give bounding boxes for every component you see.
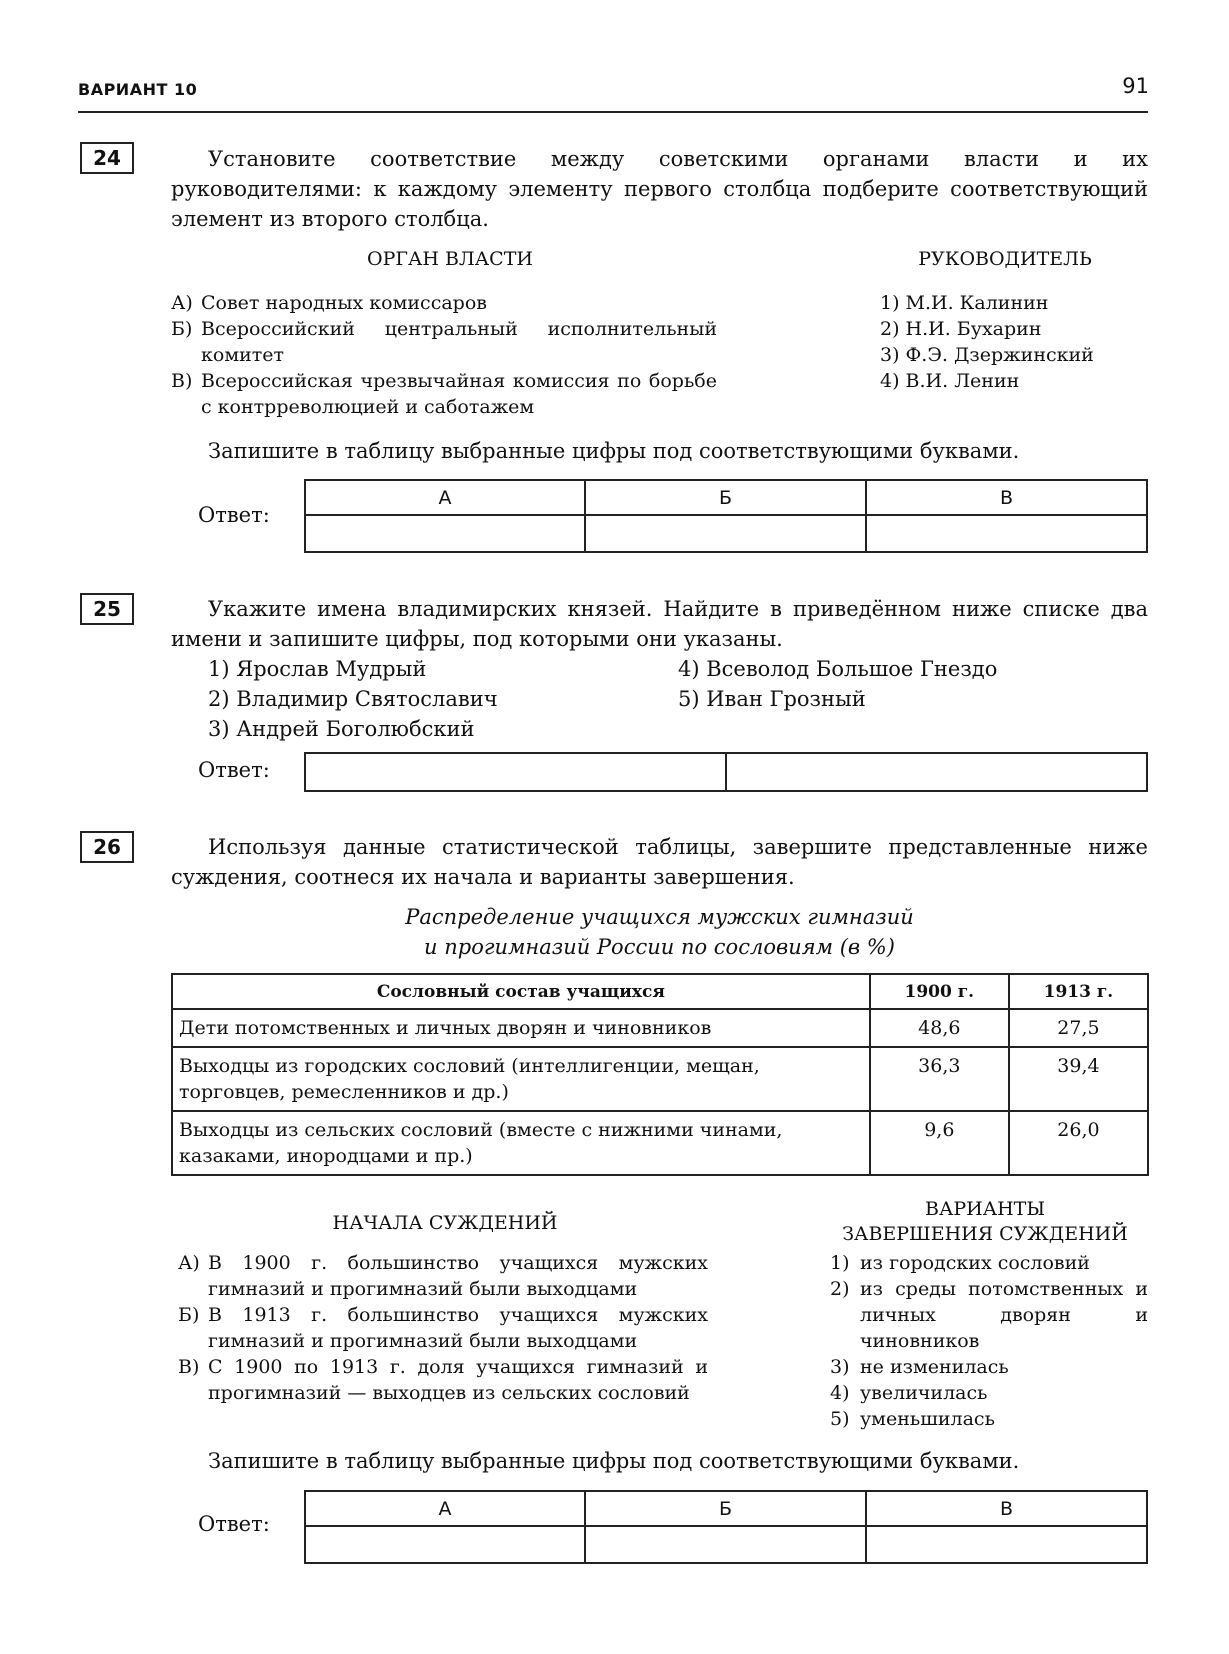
- list-item: 2) Владимир Святославич: [208, 687, 498, 711]
- task-25-number: 25: [80, 593, 134, 625]
- list-item: [830, 1354, 1148, 1380]
- table-cell: 48,6: [870, 1009, 1009, 1047]
- table-cell: Выходцы из городских сословий (интеллигенции, мещан, торговцев, ремесленников и др.): [172, 1047, 870, 1111]
- table-header-row: [172, 974, 1148, 1009]
- item-text: Совет народных комиссаров: [201, 292, 487, 314]
- table-cell: 36,3: [870, 1047, 1009, 1111]
- task-26-right-column-title-line-1: ВАРИАНТЫ: [924, 1198, 1046, 1220]
- list-item: [830, 1406, 1148, 1432]
- task-24-prompt: Установите соответствие между советскими органами власти и их руководителями: к каждому элементу первого столбца подберите соответствующий элемент из второго столбца.: [171, 147, 1148, 231]
- statistics-table: [171, 973, 1149, 1176]
- item-text: С 1900 по 1913 г. доля учащихся гимназий и прогимназий — выходцев из сельских сословий: [208, 1356, 708, 1404]
- list-item: [830, 1276, 1148, 1354]
- list-item: 1) Ярослав Мудрый: [208, 657, 427, 681]
- answer-cell-1[interactable]: [305, 753, 726, 791]
- item-text: Всероссийский центральный исполнительный комитет: [201, 318, 717, 366]
- answer-cell-a[interactable]: [305, 1526, 585, 1563]
- item-text: увеличилась: [860, 1382, 988, 1404]
- column-header: 1913 г.: [1009, 974, 1148, 1009]
- answer-header-a: А: [305, 480, 585, 515]
- list-item: [178, 1354, 708, 1406]
- variant-title: ВАРИАНТ 10: [78, 80, 198, 99]
- task-25-options-right: [678, 654, 1148, 714]
- answer-cell-2[interactable]: [726, 753, 1147, 791]
- item-text: В 1900 г. большинство учащихся мужских гимназий и прогимназий были выходцами: [208, 1252, 708, 1300]
- list-item: 2) Н.И. Бухарин: [880, 318, 1042, 340]
- answer-header-v: В: [866, 480, 1147, 515]
- task-25-answer-table: [304, 752, 1148, 792]
- table-cell: Выходцы из сельских сословий (вместе с нижними чинами, казаками, инородцами и пр.): [172, 1111, 870, 1175]
- answer-header-b: Б: [585, 480, 866, 515]
- task-25-answer-label: Ответ:: [198, 758, 270, 782]
- column-header: Сословный состав учащихся: [172, 974, 870, 1009]
- task-24-instruction: Запишите в таблицу выбранные цифры под соответствующими буквами.: [208, 439, 1020, 463]
- answer-cell-v[interactable]: [866, 1526, 1147, 1563]
- task-24-answer-table: [304, 479, 1148, 553]
- item-text: уменьшилась: [860, 1408, 995, 1430]
- table-cell: Дети потомственных и личных дворян и чиновников: [172, 1009, 870, 1047]
- task-26-beginnings-list: [178, 1250, 708, 1406]
- table-caption-line-1: Распределение учащихся мужских гимназий: [405, 905, 914, 929]
- answer-header-b: Б: [585, 1491, 866, 1526]
- header-divider: [78, 111, 1148, 113]
- task-24-leaders-list: [880, 290, 1150, 394]
- answer-cell-b[interactable]: [585, 515, 866, 552]
- item-marker: А): [178, 1252, 200, 1274]
- list-item: [178, 1250, 708, 1302]
- item-marker: 2): [830, 1278, 850, 1300]
- table-cell: 39,4: [1009, 1047, 1148, 1111]
- item-marker: 4): [830, 1382, 850, 1404]
- task-25-prompt: Укажите имена владимирских князей. Найдите в приведённом ниже списке два имени и запишите цифры, под которыми они указаны.: [171, 597, 1148, 651]
- task-26-right-column-title-line-2: ЗАВЕРШЕНИЯ СУЖДЕНИЙ: [842, 1223, 1128, 1245]
- answer-cell-v[interactable]: [866, 515, 1147, 552]
- table-caption-line-2: и прогимназий России по сословиям (в %): [424, 935, 895, 959]
- answer-header-a: А: [305, 1491, 585, 1526]
- answer-cell-b[interactable]: [585, 1526, 866, 1563]
- item-marker: Б): [171, 318, 193, 340]
- item-text: из среды потомственных и личных дворян и чиновников: [860, 1278, 1148, 1352]
- task-26-instruction: Запишите в таблицу выбранные цифры под соответствующими буквами.: [208, 1449, 1020, 1473]
- list-item: 4) В.И. Ленин: [880, 370, 1020, 392]
- table-cell: 27,5: [1009, 1009, 1148, 1047]
- table-row: [172, 1047, 1148, 1111]
- answer-cell-a[interactable]: [305, 515, 585, 552]
- column-header: 1900 г.: [870, 974, 1009, 1009]
- list-item: [171, 290, 717, 316]
- page-number: 91: [1122, 74, 1149, 98]
- list-item: [171, 316, 717, 368]
- list-item: 5) Иван Грозный: [678, 687, 866, 711]
- table-cell: 26,0: [1009, 1111, 1148, 1175]
- list-item: [830, 1380, 1148, 1406]
- list-item: [830, 1250, 1148, 1276]
- task-25-options-left: [208, 654, 648, 744]
- item-marker: 5): [830, 1408, 850, 1430]
- task-24-answer-label: Ответ:: [198, 503, 270, 527]
- list-item: 3) Андрей Боголюбский: [208, 717, 475, 741]
- answer-header-v: В: [866, 1491, 1147, 1526]
- item-text: не изменилась: [860, 1356, 1009, 1378]
- item-marker: В): [178, 1356, 200, 1378]
- list-item: 1) М.И. Калинин: [880, 292, 1049, 314]
- item-text: из городских сословий: [860, 1252, 1090, 1274]
- list-item: 4) Всеволод Большое Гнездо: [678, 657, 998, 681]
- item-marker: Б): [178, 1304, 200, 1326]
- task-26-answer-table: [304, 1490, 1148, 1564]
- task-26-endings-list: [830, 1250, 1148, 1432]
- table-row: [172, 1111, 1148, 1175]
- table-row: [172, 1009, 1148, 1047]
- item-text: В 1913 г. большинство учащихся мужских гимназий и прогимназий были выходцами: [208, 1304, 708, 1352]
- task-26-left-column-title: НАЧАЛА СУЖДЕНИЙ: [332, 1212, 558, 1234]
- task-26-answer-label: Ответ:: [198, 1512, 270, 1536]
- task-24-left-column-title: ОРГАН ВЛАСТИ: [367, 248, 533, 270]
- list-item: 3) Ф.Э. Дзержинский: [880, 344, 1094, 366]
- item-marker: А): [171, 292, 193, 314]
- task-26-prompt: Используя данные статистической таблицы, завершите представленные ниже суждения, соотнеся их начала и варианты завершения.: [171, 835, 1148, 889]
- list-item: [178, 1302, 708, 1354]
- item-text: Всероссийская чрезвычайная комиссия по борьбе с контрреволюцией и саботажем: [201, 370, 717, 418]
- item-marker: 3): [830, 1356, 850, 1378]
- task-24-number: 24: [80, 142, 134, 174]
- task-26-number: 26: [80, 831, 134, 863]
- item-marker: 1): [830, 1252, 850, 1274]
- task-24-authorities-list: [171, 290, 717, 420]
- list-item: [171, 368, 717, 420]
- table-cell: 9,6: [870, 1111, 1009, 1175]
- task-24-right-column-title: РУКОВОДИТЕЛЬ: [918, 248, 1092, 270]
- item-marker: В): [171, 370, 193, 392]
